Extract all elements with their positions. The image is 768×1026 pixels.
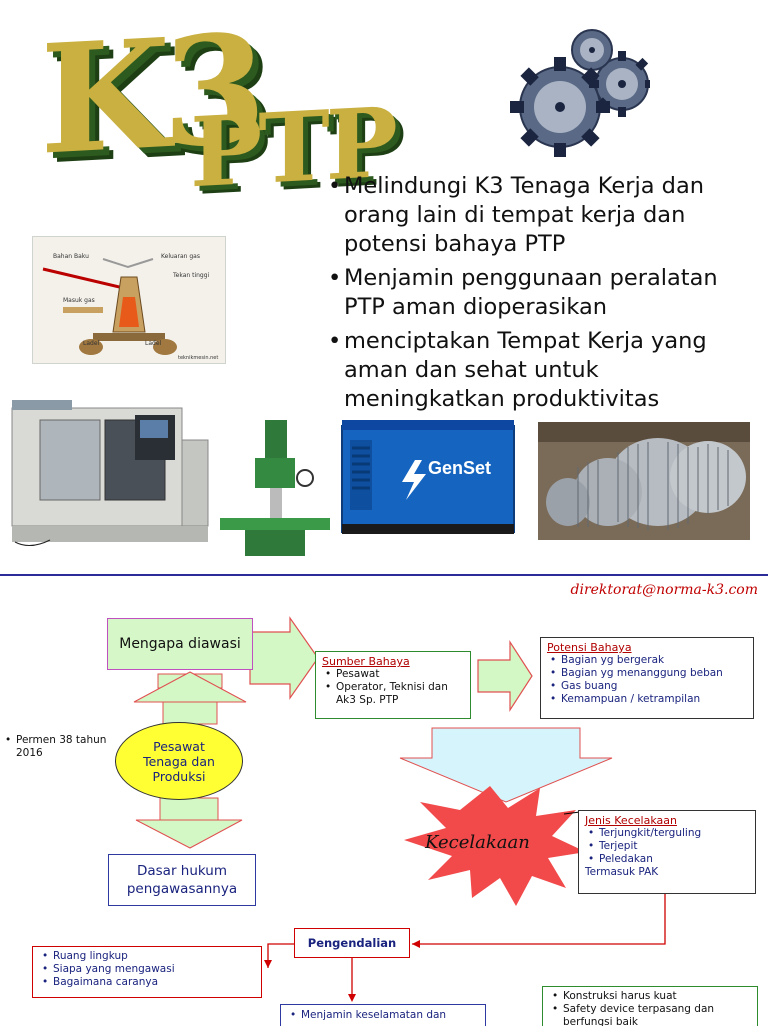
potensi-item: • Bagian yg menanggung beban <box>547 667 747 680</box>
ruang-item: • Bagaimana caranya <box>39 976 255 989</box>
dasar-hukum-box <box>108 854 256 906</box>
potensi-bahaya-box <box>540 637 754 719</box>
logo-k3: K3 <box>40 1 259 189</box>
pesawat-oval <box>115 722 243 800</box>
furnace-diagram <box>32 236 226 364</box>
pengendalian-box <box>294 928 410 958</box>
sumber-item: • Pesawat <box>322 668 464 681</box>
jenis-footer: Termasuk PAK <box>585 866 659 878</box>
milling-machine-image <box>215 418 335 558</box>
turbine-image <box>538 422 750 540</box>
menjamin-box <box>280 1004 486 1026</box>
furnace-label: Bahan Baku <box>53 253 89 260</box>
furnace-label: Masuk gas <box>63 297 95 304</box>
konstruksi-item: • Safety device terpasang dan berfungsi baik <box>549 1003 751 1026</box>
genset-image <box>340 420 518 540</box>
jenis-item: • Peledakan <box>585 853 749 866</box>
mengapa-box <box>107 618 253 670</box>
menjamin-item: • Menjamin keselamatan dan <box>287 1009 479 1022</box>
potensi-item: • Gas buang <box>547 680 747 693</box>
logo-ptp: PTP <box>190 85 394 210</box>
pesawat-text: Pesawat Tenaga dan Produksi <box>143 738 215 784</box>
potensi-item: • Bagian yg bergerak <box>547 654 747 667</box>
jenis-item: • Terjepit <box>585 840 749 853</box>
dasar-text: Dasar hukum pengawasannya <box>126 863 238 897</box>
jenis-kecelakaan-box <box>578 810 756 894</box>
permen-note: • Permen 38 tahun 2016 <box>2 734 126 760</box>
objectives-list <box>328 172 758 419</box>
ruang-item: • Ruang lingkup <box>39 950 255 963</box>
objective-item: • menciptakan Tempat Kerja yang aman dan sehat untuk meningkatkan produktivitas <box>328 327 758 414</box>
objective-item: • Melindungi K3 Tenaga Kerja dan orang lain di tempat kerja dan potensi bahaya PTP <box>328 172 758 259</box>
kecelakaan-label: Kecelakaan <box>425 832 530 853</box>
email-label: direktorat@norma-k3.com <box>570 582 758 598</box>
ruang-item: • Siapa yang mengawasi <box>39 963 255 976</box>
ruang-lingkup-box <box>32 946 262 998</box>
sumber-bahaya-box <box>315 651 471 719</box>
konstruksi-box <box>542 986 758 1026</box>
cnc-machine-image <box>10 400 210 550</box>
furnace-credit: teknikmesin.net <box>178 355 219 361</box>
potensi-title: Potensi Bahaya <box>547 641 632 654</box>
gears-icon <box>510 12 650 172</box>
mengapa-text: Mengapa diawasi <box>119 636 241 652</box>
konstruksi-item: • Konstruksi harus kuat <box>549 990 751 1003</box>
furnace-label: Tekan tinggi <box>173 272 210 279</box>
genset-brand: GenSet <box>428 458 492 478</box>
furnace-label: Ladel <box>145 340 162 347</box>
potensi-item: • Kemampuan / ketrampilan <box>547 693 747 706</box>
pengendalian-text: Pengendalian <box>307 936 397 950</box>
objective-item: • Menjamin penggunaan peralatan PTP aman dioperasikan <box>328 264 758 322</box>
jenis-title: Jenis Kecelakaan <box>585 814 677 827</box>
furnace-label: Keluaran gas <box>161 253 200 260</box>
furnace-label: Ladel <box>83 340 100 347</box>
sumber-item: • Operator, Teknisi dan Ak3 Sp. PTP <box>322 681 464 707</box>
sumber-title: Sumber Bahaya <box>322 655 410 668</box>
slide-supervision-flow <box>0 574 768 1026</box>
jenis-item: • Terjungkit/terguling <box>585 827 749 840</box>
